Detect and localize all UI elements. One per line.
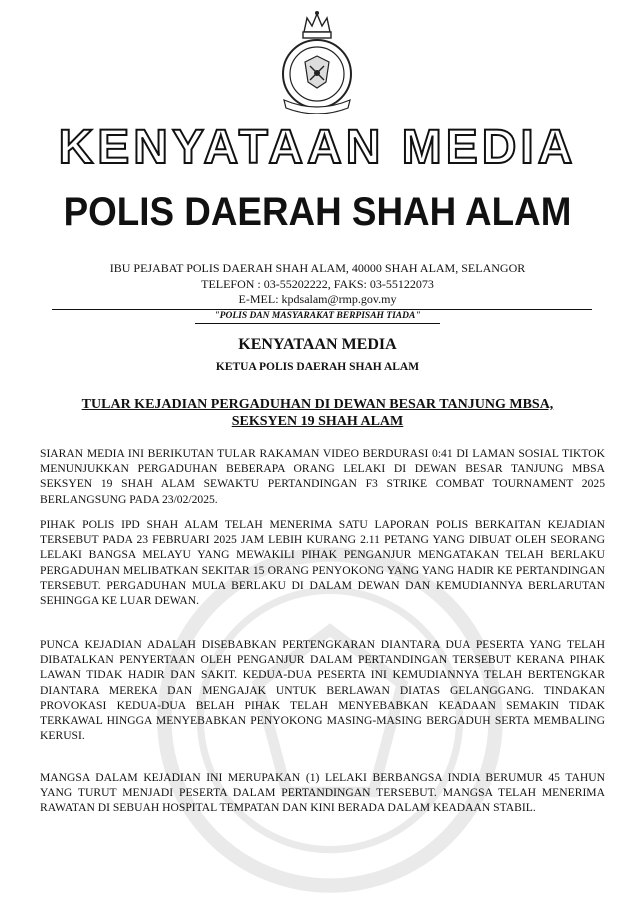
statement-issuer: KETUA POLIS DAERAH SHAH ALAM [215, 361, 420, 373]
heading-line-1: TULAR KEJADIAN PERGADUHAN DI DEWAN BESAR TANJUNG MBSA, [81, 397, 554, 412]
police-crest-icon [274, 10, 360, 114]
statement-heading [40, 396, 595, 430]
phone-line: TELEFON : 03-55202222, FAKS: 03-55122073 [201, 277, 434, 291]
paragraph-1: SIARAN MEDIA INI BERIKUTAN TULAR RAKAMAN VIDEO BERDURASI 0:41 DI LAMAN SOSIAL TIKTOK MENUNJUKKAN PERGADUHAN BEBERAPA ORANG LELAKI DI DEWAN BESAR TANJUNG MBSA SEKSYEN 19 SHAH ALAM SEWAKTU PERTANDINGAN F3 STRIKE COMBAT TOURNAMENT 2025 BERLANGSUNG PADA 23/02/2025. [40, 447, 605, 506]
paragraph-2: PIHAK POLIS IPD SHAH ALAM TELAH MENERIMA SATU LAPORAN POLIS BERKAITAN KEJADIAN TERSEBUT PADA 23 FEBRUARI 2025 JAM LEBIH KURANG 2.11 PETANG YANG DIBUAT OLEH SEORANG LELAKI BANGSA MELAYU YANG MEWAKILI PIHAK PENGANJUR MENGATAKAN TELAH BERLAKU PERGADUHAN MELIBATKAN SEKITAR 15 ORANG PENYOKONG YANG YANG HADIR KE PERTANDINGAN TERSEBUT. PERGADUHAN MULA BERLAKU DI DALAM DEWAN DAN KEMUDIANNYA BERLARUTAN SEHINGGA KE LUAR DEWAN. [40, 518, 605, 608]
headline-unit: POLIS DAERAH SHAH ALAM [63, 190, 572, 234]
paragraph-4: MANGSA DALAM KEJADIAN INI MERUPAKAN (1) LELAKI BERBANGSA INDIA BERUMUR 45 TAHUN YANG TURUT MENJADI PESERTA DALAM PERTANDINGAN TERSEBUT. MANGSA TELAH MENERIMA RAWATAN DI SEBUAH HOSPITAL TEMPATAN DAN KINI BERADA DALAM KEADAAN STABIL. [40, 771, 605, 815]
statement-title: KENYATAAN MEDIA [238, 336, 397, 353]
address-line: IBU PEJABAT POLIS DAERAH SHAH ALAM, 40000 SHAH ALAM, SELANGOR [109, 261, 526, 275]
header-divider [52, 309, 592, 310]
email-line: E-MEL: kpdsalam@rmp.gov.my [238, 292, 397, 306]
motto-underline [195, 323, 440, 324]
headline-kenyataan-media: KENYATAAN MEDIA [58, 121, 577, 174]
heading-line-2: SEKSYEN 19 SHAH ALAM [231, 414, 404, 429]
motto: "POLIS DAN MASYARAKAT BERPISAH TIADA" [214, 311, 421, 321]
paragraph-3: PUNCA KEJADIAN ADALAH DISEBABKAN PERTENGKARAN DIANTARA DUA PESERTA YANG TELAH DIBATALKAN PENYERTAAN OLEH PENGANJUR DALAM PERTANDINGAN TERSEBUT KERANA PIHAK LAWAN TIDAK HADIR DAN SAKIT. KEDUA-DUA PESERTA INI KEMUDIANNYA TELAH BERTENGKAR DIANTARA MEREKA DAN MENGAJAK UNTUK BERLAWAN DIATAS GELANGGANG. TINDAKAN PROVOKASI KEDUA-DUA BELAH PIHAK TELAH MENYEBABKAN KEADAAN SEMAKIN TIDAK TERKAWAL HINGGA MENYEBABKAN PENYOKONG MASING-MASING BERGADUH SERTA MEMBALING KERUSI. [40, 638, 605, 743]
